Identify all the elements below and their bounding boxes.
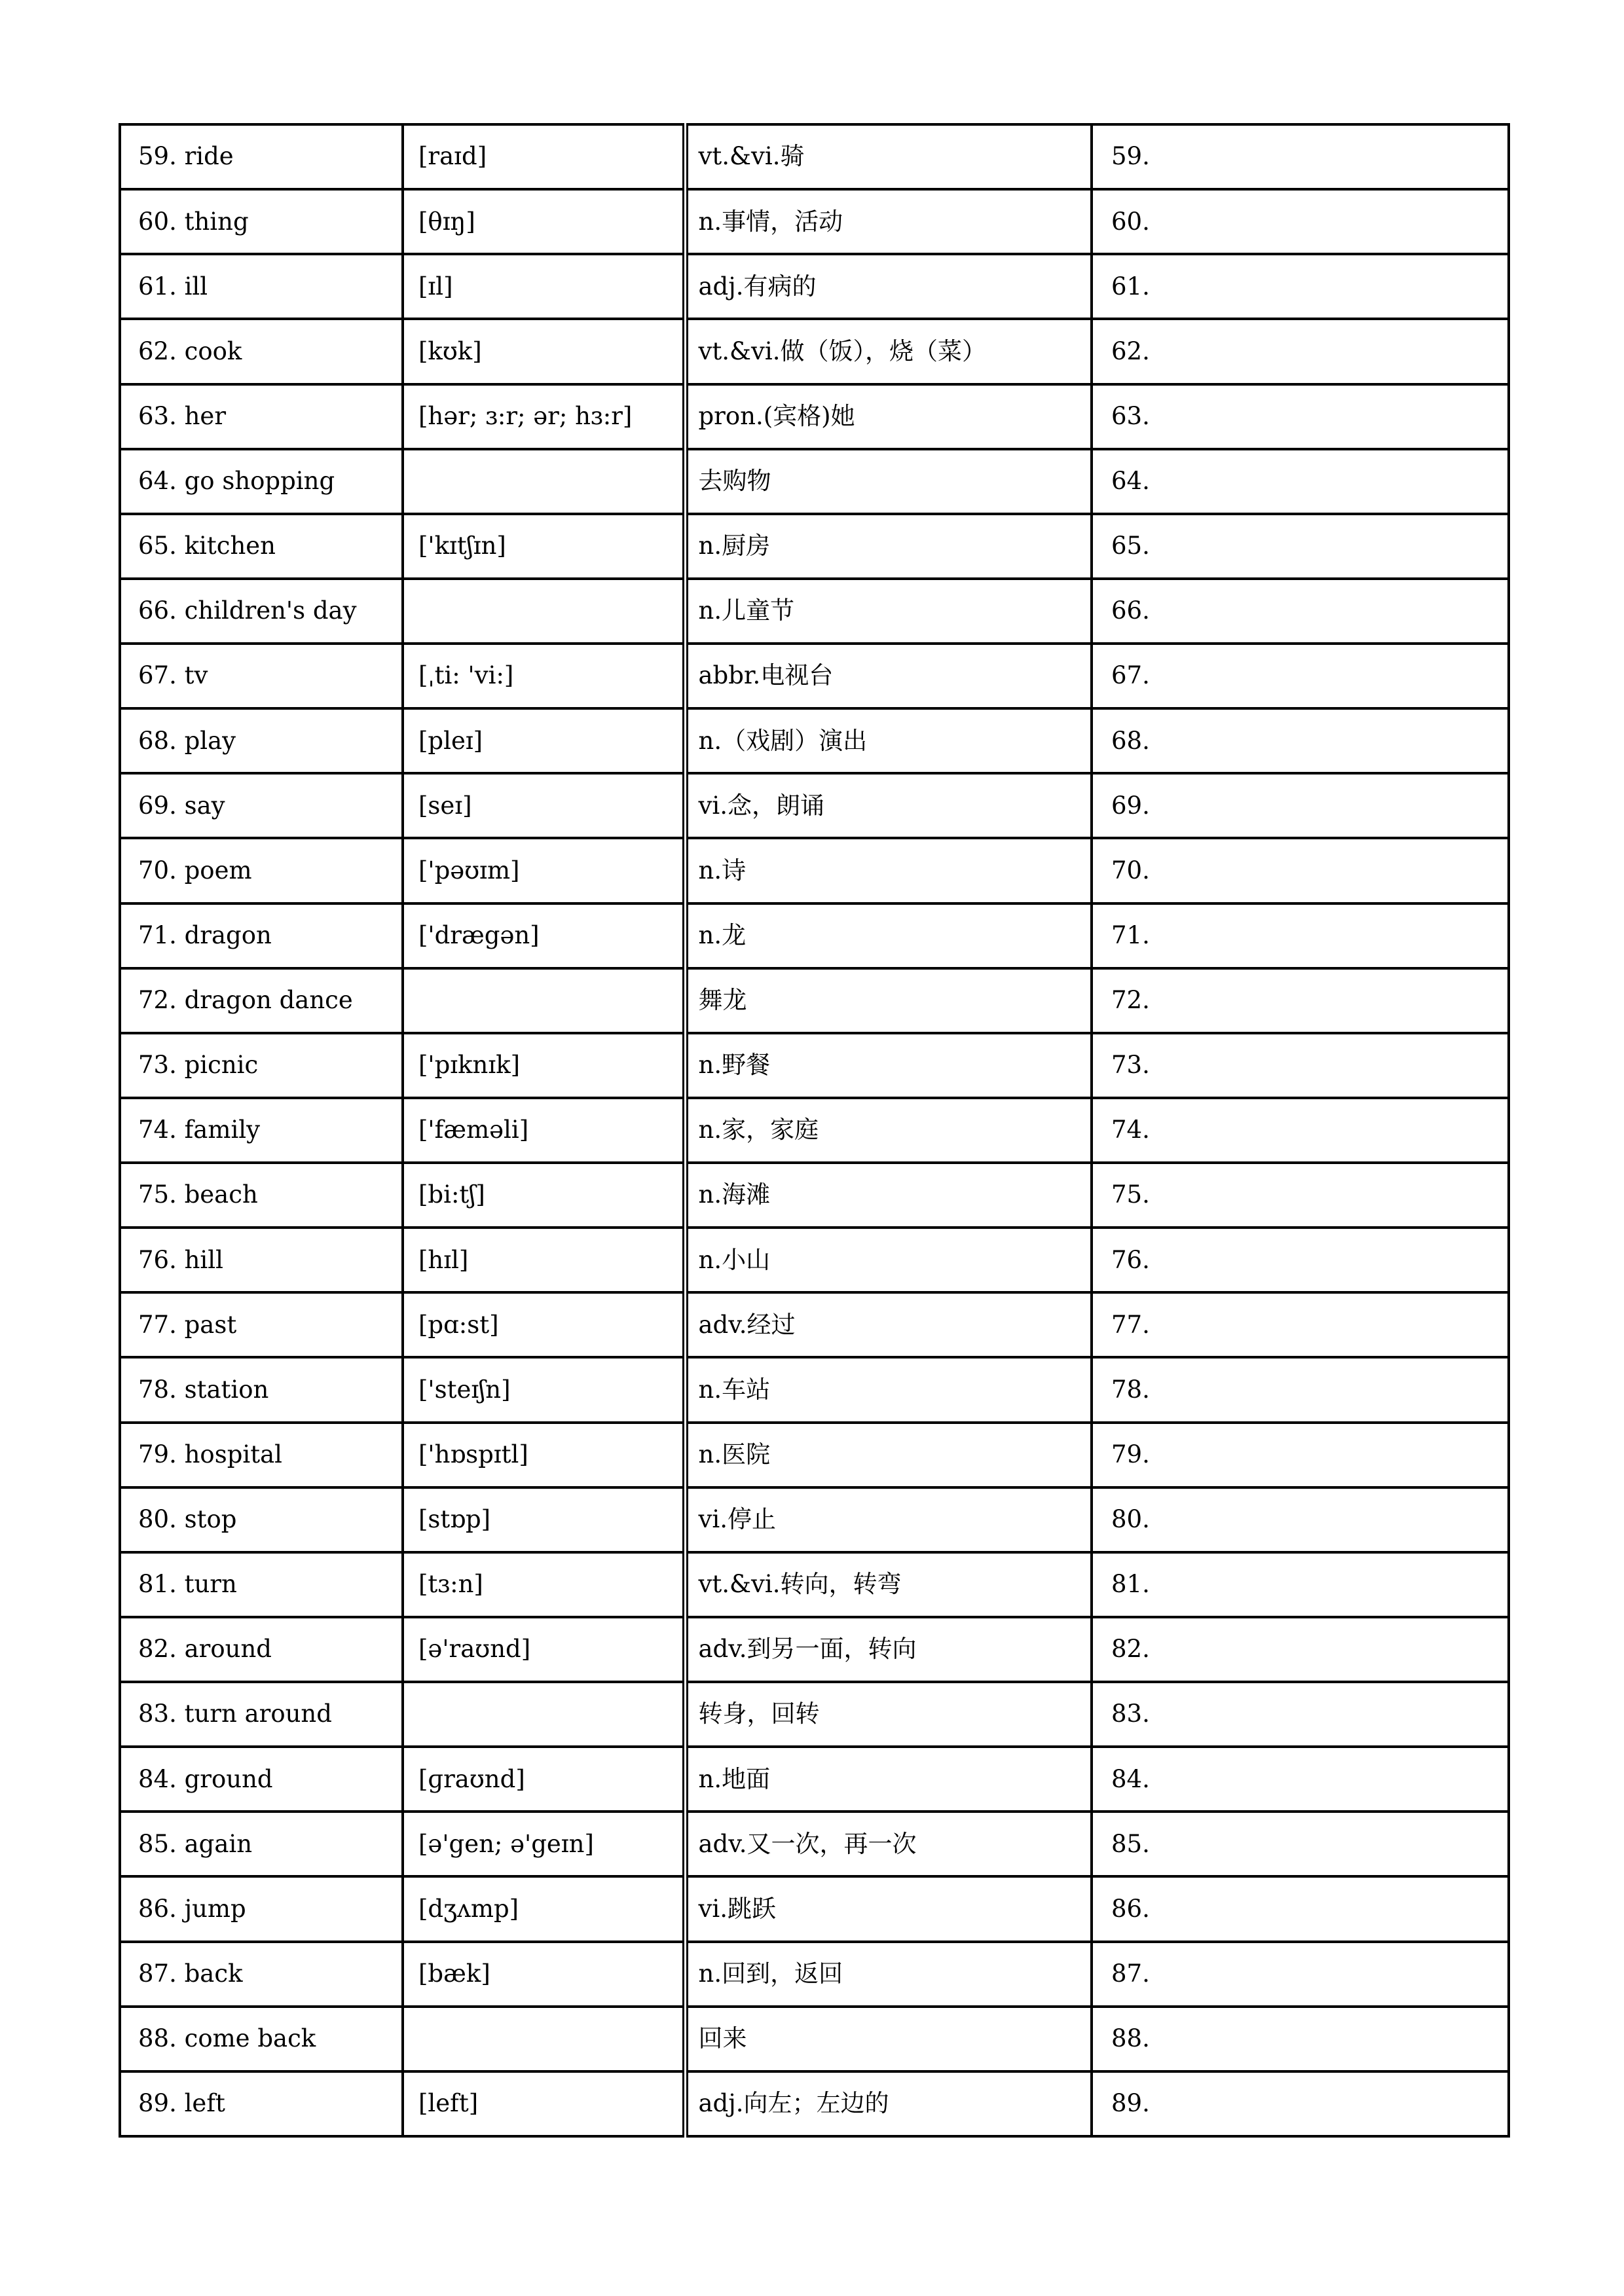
word-cell: 81. turn	[120, 1552, 403, 1617]
word-cell: 63. her	[120, 384, 403, 449]
word-cell: 77. past	[120, 1292, 403, 1357]
table-row	[120, 514, 1509, 579]
table-row	[120, 319, 1509, 384]
word-cell: 82. around	[120, 1617, 403, 1682]
word-cell: 86. jump	[120, 1876, 403, 1941]
table-row	[120, 1228, 1509, 1292]
table-row	[120, 1617, 1509, 1682]
review-number-cell: 87.	[1092, 1942, 1509, 2007]
meaning-cell: vt.&vi.转向，转弯	[685, 1552, 1092, 1617]
review-number-cell: 59.	[1092, 124, 1509, 189]
word-cell: 89. left	[120, 2071, 403, 2136]
meaning-cell: 回来	[685, 2007, 1092, 2071]
review-number-cell: 72.	[1092, 968, 1509, 1033]
word-cell: 59. ride	[120, 124, 403, 189]
word-cell: 78. station	[120, 1357, 403, 1422]
meaning-cell: n.小山	[685, 1228, 1092, 1292]
phonetic-cell	[403, 968, 685, 1033]
table-row	[120, 1942, 1509, 2007]
meaning-cell: n.事情，活动	[685, 189, 1092, 254]
table-row	[120, 1487, 1509, 1552]
phonetic-cell: [kʊk]	[403, 319, 685, 384]
word-cell: 71. dragon	[120, 903, 403, 968]
review-number-cell: 84.	[1092, 1747, 1509, 1812]
word-cell: 87. back	[120, 1942, 403, 2007]
meaning-cell: adv.又一次，再一次	[685, 1812, 1092, 1876]
phonetic-cell: [θɪŋ]	[403, 189, 685, 254]
phonetic-cell: [tɜ:n]	[403, 1552, 685, 1617]
review-number-cell: 63.	[1092, 384, 1509, 449]
phonetic-cell: [ɪl]	[403, 254, 685, 319]
table-row	[120, 1812, 1509, 1876]
table-row	[120, 903, 1509, 968]
meaning-cell: n.儿童节	[685, 579, 1092, 644]
meaning-cell: n.海滩	[685, 1163, 1092, 1228]
meaning-cell: vi.停止	[685, 1487, 1092, 1552]
word-cell: 83. turn around	[120, 1682, 403, 1747]
phonetic-cell: [hər; ɜ:r; ər; hɜ:r]	[403, 384, 685, 449]
review-number-cell: 71.	[1092, 903, 1509, 968]
review-number-cell: 66.	[1092, 579, 1509, 644]
word-cell: 88. come back	[120, 2007, 403, 2071]
review-number-cell: 65.	[1092, 514, 1509, 579]
review-number-cell: 67.	[1092, 644, 1509, 708]
review-number-cell: 69.	[1092, 773, 1509, 838]
meaning-cell: n.厨房	[685, 514, 1092, 579]
phonetic-cell: [stɒp]	[403, 1487, 685, 1552]
phonetic-cell: [dʒʌmp]	[403, 1876, 685, 1941]
vocab-table-body	[120, 124, 1509, 2136]
word-cell: 84. ground	[120, 1747, 403, 1812]
phonetic-cell: [left]	[403, 2071, 685, 2136]
review-number-cell: 83.	[1092, 1682, 1509, 1747]
table-row	[120, 1033, 1509, 1098]
phonetic-cell: ['pɪknɪk]	[403, 1033, 685, 1098]
phonetic-cell: [raɪd]	[403, 124, 685, 189]
meaning-cell: vt.&vi.骑	[685, 124, 1092, 189]
word-cell: 73. picnic	[120, 1033, 403, 1098]
table-row	[120, 968, 1509, 1033]
table-row	[120, 189, 1509, 254]
table-row	[120, 2071, 1509, 2136]
phonetic-cell: ['hɒspɪtl]	[403, 1423, 685, 1487]
phonetic-cell: [ɡraʊnd]	[403, 1747, 685, 1812]
phonetic-cell: ['fæməli]	[403, 1098, 685, 1163]
word-cell: 66. children's day	[120, 579, 403, 644]
phonetic-cell: ['pəʊɪm]	[403, 838, 685, 903]
review-number-cell: 88.	[1092, 2007, 1509, 2071]
phonetic-cell: [bæk]	[403, 1942, 685, 2007]
phonetic-cell	[403, 449, 685, 514]
word-cell: 68. play	[120, 708, 403, 773]
review-number-cell: 78.	[1092, 1357, 1509, 1422]
meaning-cell: n.诗	[685, 838, 1092, 903]
word-cell: 61. ill	[120, 254, 403, 319]
meaning-cell: n.医院	[685, 1423, 1092, 1487]
review-number-cell: 74.	[1092, 1098, 1509, 1163]
table-row	[120, 1163, 1509, 1228]
table-row	[120, 644, 1509, 708]
phonetic-cell: ['drægən]	[403, 903, 685, 968]
word-cell: 64. go shopping	[120, 449, 403, 514]
meaning-cell: 转身，回转	[685, 1682, 1092, 1747]
table-row	[120, 254, 1509, 319]
meaning-cell: n.（戏剧）演出	[685, 708, 1092, 773]
review-number-cell: 89.	[1092, 2071, 1509, 2136]
word-cell: 79. hospital	[120, 1423, 403, 1487]
meaning-cell: n.回到，返回	[685, 1942, 1092, 2007]
review-number-cell: 68.	[1092, 708, 1509, 773]
meaning-cell: 去购物	[685, 449, 1092, 514]
review-number-cell: 81.	[1092, 1552, 1509, 1617]
meaning-cell: n.野餐	[685, 1033, 1092, 1098]
review-number-cell: 61.	[1092, 254, 1509, 319]
word-cell: 65. kitchen	[120, 514, 403, 579]
phonetic-cell	[403, 579, 685, 644]
phonetic-cell: [hɪl]	[403, 1228, 685, 1292]
phonetic-cell	[403, 2007, 685, 2071]
word-cell: 67. tv	[120, 644, 403, 708]
table-row	[120, 1876, 1509, 1941]
table-row	[120, 1552, 1509, 1617]
meaning-cell: abbr.电视台	[685, 644, 1092, 708]
meaning-cell: n.家，家庭	[685, 1098, 1092, 1163]
review-number-cell: 60.	[1092, 189, 1509, 254]
review-number-cell: 86.	[1092, 1876, 1509, 1941]
phonetic-cell: [ˌti: 'vi:]	[403, 644, 685, 708]
table-row	[120, 579, 1509, 644]
word-cell: 70. poem	[120, 838, 403, 903]
meaning-cell: adv.经过	[685, 1292, 1092, 1357]
phonetic-cell: [pɑ:st]	[403, 1292, 685, 1357]
word-cell: 85. again	[120, 1812, 403, 1876]
meaning-cell: 舞龙	[685, 968, 1092, 1033]
phonetic-cell: [seɪ]	[403, 773, 685, 838]
table-row	[120, 1682, 1509, 1747]
table-row	[120, 124, 1509, 189]
phonetic-cell: [pleɪ]	[403, 708, 685, 773]
word-cell: 72. dragon dance	[120, 968, 403, 1033]
vocab-table	[119, 123, 1510, 2138]
phonetic-cell: ['steɪʃn]	[403, 1357, 685, 1422]
meaning-cell: vi.跳跃	[685, 1876, 1092, 1941]
table-row	[120, 1423, 1509, 1487]
review-number-cell: 80.	[1092, 1487, 1509, 1552]
table-row	[120, 773, 1509, 838]
review-number-cell: 62.	[1092, 319, 1509, 384]
table-row	[120, 1357, 1509, 1422]
phonetic-cell: ['kɪtʃɪn]	[403, 514, 685, 579]
meaning-cell: adv.到另一面，转向	[685, 1617, 1092, 1682]
review-number-cell: 77.	[1092, 1292, 1509, 1357]
review-number-cell: 73.	[1092, 1033, 1509, 1098]
review-number-cell: 85.	[1092, 1812, 1509, 1876]
phonetic-cell	[403, 1682, 685, 1747]
word-cell: 76. hill	[120, 1228, 403, 1292]
table-row	[120, 1292, 1509, 1357]
table-row	[120, 838, 1509, 903]
table-row	[120, 384, 1509, 449]
meaning-cell: n.龙	[685, 903, 1092, 968]
table-row	[120, 708, 1509, 773]
word-cell: 75. beach	[120, 1163, 403, 1228]
review-number-cell: 75.	[1092, 1163, 1509, 1228]
review-number-cell: 79.	[1092, 1423, 1509, 1487]
table-row	[120, 1747, 1509, 1812]
word-cell: 80. stop	[120, 1487, 403, 1552]
word-cell: 69. say	[120, 773, 403, 838]
table-row	[120, 449, 1509, 514]
table-row	[120, 1098, 1509, 1163]
phonetic-cell: [bi:tʃ]	[403, 1163, 685, 1228]
meaning-cell: vt.&vi.做（饭），烧（菜）	[685, 319, 1092, 384]
review-number-cell: 82.	[1092, 1617, 1509, 1682]
meaning-cell: n.地面	[685, 1747, 1092, 1812]
phonetic-cell: [ə'raʊnd]	[403, 1617, 685, 1682]
meaning-cell: vi.念，朗诵	[685, 773, 1092, 838]
meaning-cell: n.车站	[685, 1357, 1092, 1422]
table-row	[120, 2007, 1509, 2071]
word-cell: 62. cook	[120, 319, 403, 384]
review-number-cell: 76.	[1092, 1228, 1509, 1292]
review-number-cell: 64.	[1092, 449, 1509, 514]
meaning-cell: pron.(宾格)她	[685, 384, 1092, 449]
word-cell: 60. thing	[120, 189, 403, 254]
word-cell: 74. family	[120, 1098, 403, 1163]
meaning-cell: adj.向左；左边的	[685, 2071, 1092, 2136]
review-number-cell: 70.	[1092, 838, 1509, 903]
meaning-cell: adj.有病的	[685, 254, 1092, 319]
phonetic-cell: [ə'gen; ə'geɪn]	[403, 1812, 685, 1876]
